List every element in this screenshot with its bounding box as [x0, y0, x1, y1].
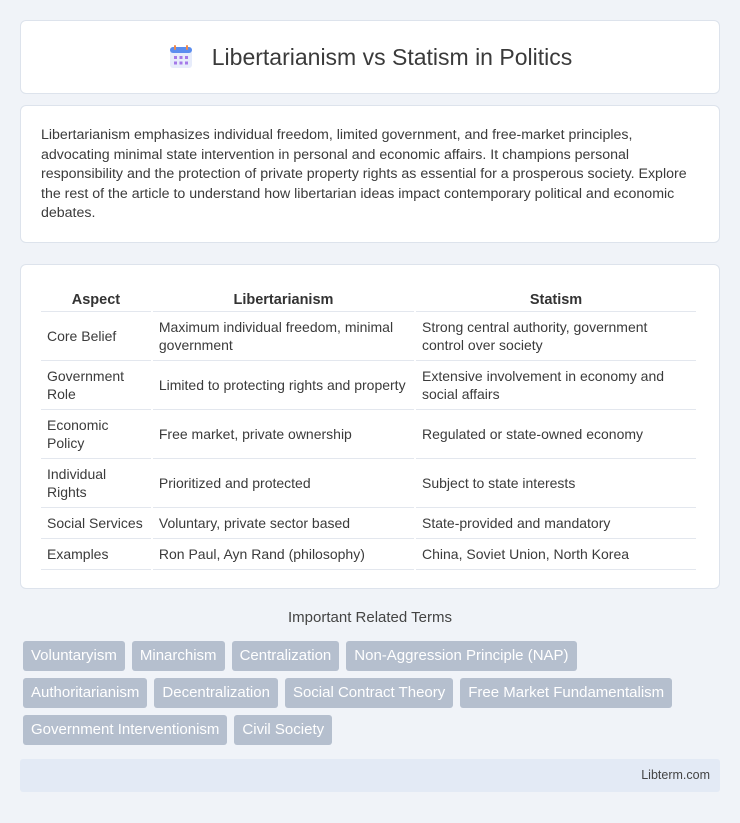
tag-free-market-fundamentalism[interactable]: Free Market Fundamentalism	[460, 678, 672, 708]
header-libertarianism: Libertarianism	[233, 292, 334, 308]
table-cell: Examples	[41, 538, 151, 570]
grid-calendar-icon	[168, 44, 194, 70]
page-title: Libertarianism vs Statism in Politics	[211, 43, 573, 70]
header-statism: Statism	[529, 292, 583, 308]
table-cell: Ron Paul, Ayn Rand (philosophy)	[153, 538, 414, 570]
table-row	[41, 538, 696, 570]
table-cell: Prioritized and protected	[153, 458, 414, 507]
header-card	[20, 20, 720, 94]
tag-social-contract-theory[interactable]: Social Contract Theory	[285, 678, 453, 708]
tag-minarchism[interactable]: Minarchism	[132, 641, 225, 671]
intro-paragraph: Libertarianism emphasizes individual freedom, limited government, and free-market principles, advocating minimal state intervention in personal and economic affairs. It champions personal responsibility and the protection of private property rights as essential for a prosperous society. Explore the rest of the article to understand how libertarian ideas impact contemporary political and economic debates.	[41, 127, 687, 222]
tag-decentralization[interactable]: Decentralization	[154, 678, 278, 708]
table-cell: Maximum individual freedom, minimal government	[153, 311, 414, 360]
footer	[20, 759, 720, 792]
table-row	[41, 507, 696, 538]
related-terms-tags	[23, 641, 723, 752]
tag-authoritarianism[interactable]: Authoritarianism	[23, 678, 147, 708]
related-terms-title: Important Related Terms	[288, 609, 452, 626]
table-cell: Subject to state interests	[416, 458, 696, 507]
table-row	[41, 458, 696, 507]
tag-non-aggression-principle[interactable]: Non-Aggression Principle (NAP)	[346, 641, 576, 671]
intro-card	[20, 105, 720, 243]
tag-row	[23, 641, 723, 671]
table-cell: Strong central authority, government control over society	[416, 311, 696, 360]
table-cell: State-provided and mandatory	[416, 507, 696, 538]
comparison-table	[39, 285, 698, 570]
tag-centralization[interactable]: Centralization	[232, 641, 340, 671]
tag-row	[23, 678, 723, 708]
table-cell: Individual Rights	[41, 458, 151, 507]
table-cell: Economic Policy	[41, 409, 151, 458]
header-aspect: Aspect	[71, 292, 121, 308]
table-row	[41, 409, 696, 458]
table-cell: Government Role	[41, 360, 151, 409]
table-cell: Voluntary, private sector based	[153, 507, 414, 538]
footer-site-link[interactable]: Libterm.com	[641, 768, 710, 782]
tag-row	[23, 715, 723, 745]
table-cell: Core Belief	[41, 311, 151, 360]
table-row	[41, 311, 696, 360]
tag-civil-society[interactable]: Civil Society	[234, 715, 332, 745]
table-cell: Free market, private ownership	[153, 409, 414, 458]
table-row	[41, 360, 696, 409]
tag-voluntaryism[interactable]: Voluntaryism	[23, 641, 125, 671]
table-header-row	[41, 285, 696, 311]
table-cell: Limited to protecting rights and property	[153, 360, 414, 409]
table-cell: China, Soviet Union, North Korea	[416, 538, 696, 570]
comparison-card	[20, 264, 720, 589]
table-cell: Regulated or state-owned economy	[416, 409, 696, 458]
table-cell: Extensive involvement in economy and social affairs	[416, 360, 696, 409]
header	[168, 44, 572, 71]
table-cell: Social Services	[41, 507, 151, 538]
tag-government-interventionism[interactable]: Government Interventionism	[23, 715, 227, 745]
